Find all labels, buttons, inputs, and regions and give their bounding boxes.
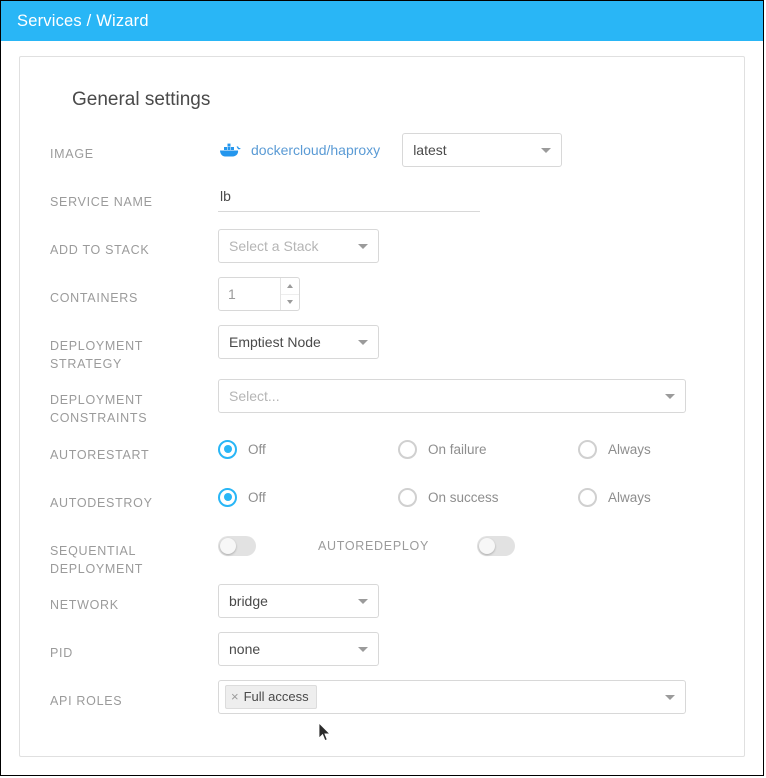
general-settings-panel	[19, 56, 745, 757]
row-autorestart	[50, 434, 714, 476]
row-autodestroy	[50, 482, 714, 524]
chevron-down-icon	[665, 394, 675, 399]
sequential-deployment-toggle[interactable]	[218, 536, 256, 556]
field-pid	[218, 632, 714, 666]
deployment-constraints-select[interactable]	[218, 379, 686, 413]
api-role-tag[interactable]	[225, 685, 317, 709]
deployment-strategy-value: Emptiest Node	[229, 334, 321, 350]
row-image	[50, 133, 714, 175]
radio-label: Always	[608, 489, 651, 505]
chevron-down-icon	[541, 148, 551, 153]
field-image	[218, 133, 714, 167]
stepper-decrement[interactable]	[281, 295, 299, 311]
deployment-strategy-select[interactable]	[218, 325, 379, 359]
containers-stepper[interactable]	[218, 277, 300, 311]
network-value: bridge	[229, 592, 268, 609]
content-area	[1, 41, 763, 775]
row-add-to-stack	[50, 229, 714, 271]
row-pid	[50, 632, 714, 674]
image-name[interactable]: dockercloud/haproxy	[251, 142, 381, 158]
radio-icon[interactable]	[398, 488, 417, 507]
autodestroy-option-on-success[interactable]	[398, 488, 578, 507]
deployment-constraints-value: Select...	[229, 388, 280, 405]
field-autodestroy	[218, 482, 758, 507]
label-pid: PID	[50, 645, 73, 660]
radio-icon[interactable]	[218, 488, 237, 507]
field-api-roles	[218, 680, 714, 714]
field-service-name	[218, 181, 714, 212]
row-api-roles	[50, 680, 714, 722]
caret-up-icon	[287, 284, 293, 288]
chevron-down-icon	[358, 599, 368, 604]
radio-label: Always	[608, 441, 651, 457]
service-name-input[interactable]	[218, 181, 480, 212]
stepper-increment[interactable]	[281, 278, 299, 295]
autorestart-option-on-failure[interactable]	[398, 440, 578, 459]
row-deployment-strategy	[50, 325, 714, 373]
breadcrumb[interactable]: Services / Wizard	[17, 11, 149, 30]
docker-whale-icon	[218, 141, 242, 159]
image-tag-value: latest	[413, 142, 447, 158]
label-service-name: SERVICE NAME	[50, 195, 153, 209]
row-deployment-constraints	[50, 379, 714, 427]
network-select[interactable]	[218, 584, 379, 618]
autorestart-option-off[interactable]	[218, 440, 398, 459]
containers-spinner[interactable]	[280, 278, 299, 310]
label-autoredeploy: AUTOREDEPLOY	[318, 538, 429, 553]
titlebar	[1, 1, 763, 41]
radio-icon[interactable]	[578, 440, 597, 459]
row-sequential-deployment	[50, 530, 714, 578]
radio-label: Off	[248, 441, 266, 457]
chevron-down-icon	[665, 695, 675, 700]
field-deployment-strategy	[218, 325, 714, 359]
add-to-stack-select[interactable]	[218, 229, 379, 263]
containers-value: 1	[228, 286, 236, 302]
api-roles-select[interactable]	[218, 680, 686, 714]
chevron-down-icon	[358, 244, 368, 249]
row-service-name	[50, 181, 714, 223]
label-deployment-strategy: DEPLOYMENT STRATEGY	[50, 339, 143, 372]
pid-select[interactable]	[218, 632, 379, 666]
chevron-down-icon	[358, 647, 368, 652]
page-title: General settings	[72, 89, 211, 110]
label-add-to-stack: ADD TO STACK	[50, 243, 150, 257]
label-containers: CONTAINERS	[50, 291, 139, 305]
label-image: IMAGE	[50, 147, 94, 161]
field-sequential-deployment	[218, 530, 714, 556]
radio-icon[interactable]	[398, 440, 417, 459]
field-network	[218, 584, 714, 618]
field-autorestart	[218, 434, 758, 459]
label-sequential-deployment: SEQUENTIAL DEPLOYMENT	[50, 543, 144, 576]
autodestroy-option-always[interactable]	[578, 488, 758, 507]
pid-value: none	[229, 640, 261, 657]
field-add-to-stack	[218, 229, 714, 263]
radio-label: On success	[428, 489, 499, 505]
label-autorestart: AUTORESTART	[50, 447, 150, 462]
autoredeploy-toggle[interactable]	[477, 536, 515, 556]
label-api-roles: API ROLES	[50, 693, 123, 708]
radio-icon[interactable]	[578, 488, 597, 507]
radio-label: Off	[248, 489, 266, 505]
add-to-stack-value: Select a Stack	[229, 238, 319, 254]
field-containers	[218, 277, 714, 311]
remove-tag-icon[interactable]: ×	[231, 688, 239, 704]
row-network	[50, 584, 714, 626]
chevron-down-icon	[358, 340, 368, 345]
label-autodestroy: AUTODESTROY	[50, 495, 153, 510]
field-deployment-constraints	[218, 379, 714, 413]
autorestart-option-always[interactable]	[578, 440, 758, 459]
row-containers	[50, 277, 714, 319]
image-tag-select[interactable]	[402, 133, 562, 167]
radio-label: On failure	[428, 441, 487, 457]
caret-down-icon	[287, 300, 293, 304]
label-deployment-constraints: DEPLOYMENT CONSTRAINTS	[50, 393, 148, 426]
api-role-tag-label: Full access	[243, 688, 309, 704]
radio-icon[interactable]	[218, 440, 237, 459]
label-network: NETWORK	[50, 597, 119, 612]
autodestroy-option-off[interactable]	[218, 488, 398, 507]
